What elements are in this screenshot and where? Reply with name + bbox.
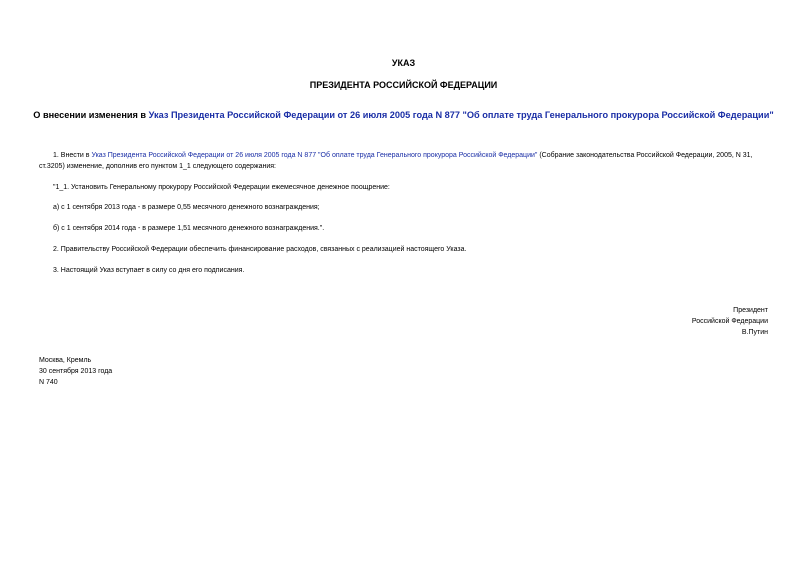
footer-number: N 740	[39, 379, 58, 386]
paragraph-clause-a: а) с 1 сентября 2013 года - в размере 0,55 месячного денежного вознаграждения;	[53, 204, 320, 211]
document-issuer: ПРЕЗИДЕНТА РОССИЙСКОЙ ФЕДЕРАЦИИ	[309, 80, 498, 90]
document-footer	[39, 355, 112, 388]
signature-name: В.Путин	[741, 329, 768, 336]
paragraph-clause-b: б) с 1 сентября 2014 года - в размере 1,51 месячного денежного вознаграждения.".	[53, 225, 325, 232]
paragraph-1-decree-link[interactable]: Указ Президента Российской Федерации от 26 июля 2005 года N 877 "Об оплате труда Генерального прокурора Российской Федерации"	[91, 152, 538, 159]
signature-title: Президент	[733, 307, 768, 314]
paragraph-1	[39, 150, 769, 172]
footer-place: Москва, Кремль	[39, 357, 92, 364]
subtitle-prefix: О внесении изменения в	[33, 110, 149, 120]
paragraph-clause-1-1: "1_1. Установить Генеральному прокурору Российской Федерации ежемесячное денежное поощрение:	[53, 184, 390, 191]
paragraph-3: 3. Настоящий Указ вступает в силу со дня его подписания.	[53, 267, 245, 274]
paragraph-1-suffix: (Собрание законодательства Российской Федерации, 2005, N 31, ст.3205) изменение, дополнив его пунктом 1_1 следующего содержания:	[39, 152, 753, 170]
paragraph-2: 2. Правительству Российской Федерации обеспечить финансирование расходов, связанных с реализацией настоящего Указа.	[53, 246, 467, 253]
footer-date: 30 сентября 2013 года	[39, 368, 113, 375]
subtitle-decree-link[interactable]: Указ Президента Российской Федерации от 26 июля 2005 года N 877 "Об оплате труда Генерального прокурора Российской Федерации"	[148, 110, 774, 120]
signature-block	[692, 305, 768, 338]
signature-office: Российской Федерации	[691, 318, 768, 325]
document-subtitle	[0, 109, 807, 121]
document-title: УКАЗ	[391, 58, 416, 68]
paragraph-1-prefix: 1. Внести в	[53, 152, 92, 159]
